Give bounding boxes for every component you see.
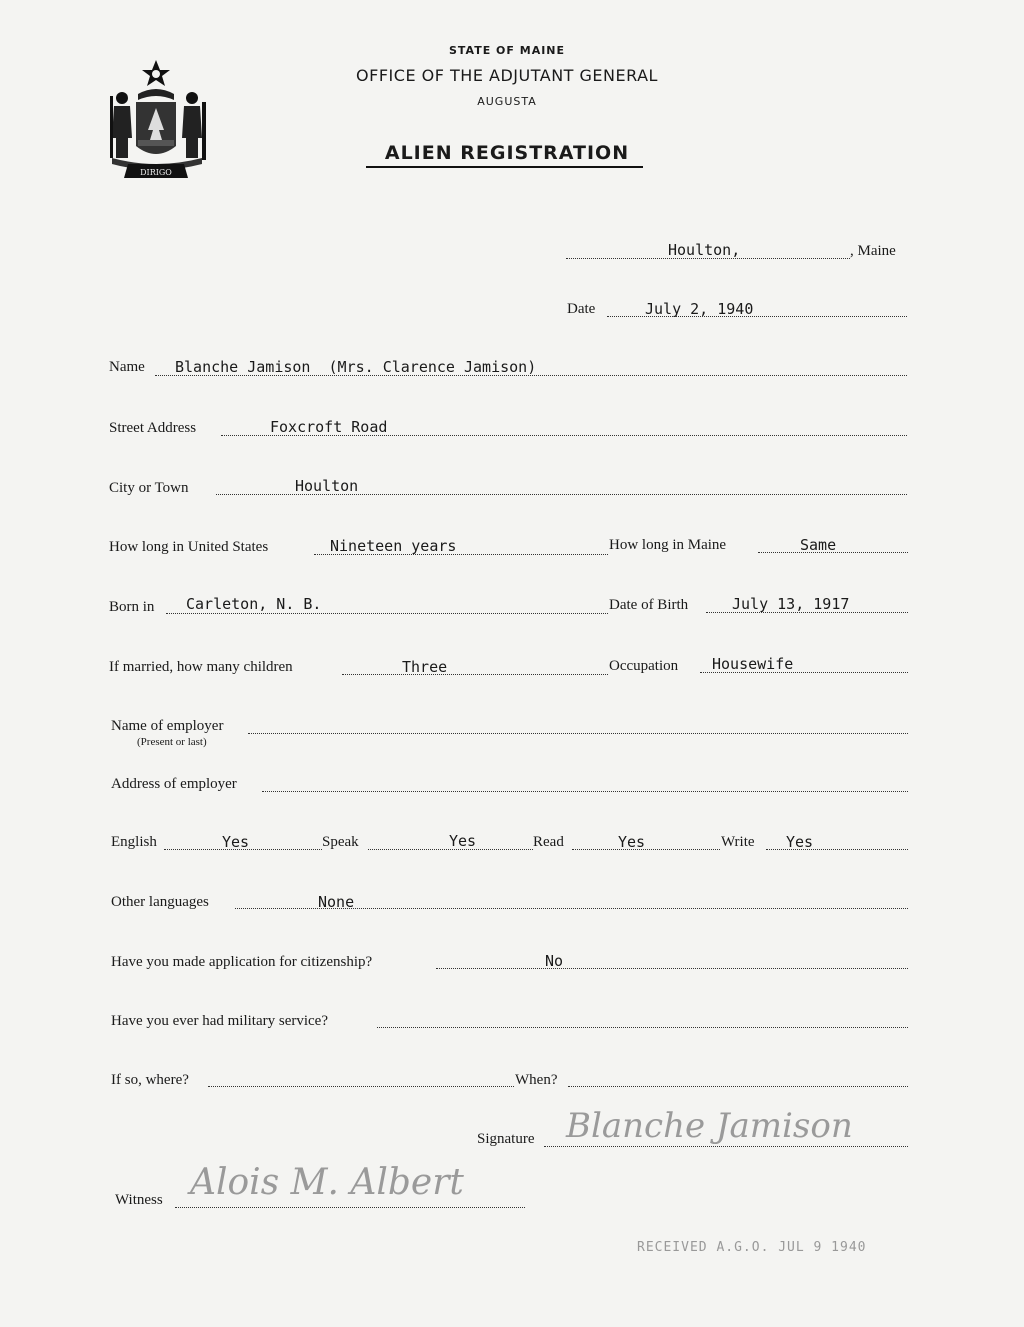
employer-label: Name of employer [111, 718, 224, 734]
us-duration-label: How long in United States [109, 539, 269, 555]
place-suffix: , Maine [850, 243, 896, 259]
maine-duration-label: How long in Maine [609, 537, 727, 553]
header-state: STATE OF MAINE [448, 44, 566, 57]
born-value[interactable]: Carleton, N. B. [186, 595, 322, 613]
read-value[interactable]: Yes [618, 833, 646, 851]
english-label: English [111, 834, 157, 850]
witness-handwriting[interactable]: Alois M. Albert [190, 1162, 464, 1203]
read-label: Read [533, 834, 564, 850]
street-label: Street Address [109, 420, 197, 436]
english-value[interactable]: Yes [222, 833, 250, 851]
date-label: Date [567, 301, 596, 317]
street-value[interactable]: Foxcroft Road [270, 418, 388, 436]
signature-handwriting[interactable]: Blanche Jamison [566, 1106, 853, 1146]
signature-label: Signature [477, 1131, 535, 1147]
employer-sublabel: (Present or last) [137, 736, 207, 748]
write-value[interactable]: Yes [786, 833, 814, 851]
born-label: Born in [109, 599, 155, 615]
city-label: City or Town [109, 480, 189, 496]
header-office: OFFICE OF THE ADJUTANT GENERAL [356, 66, 658, 85]
received-stamp: RECEIVED A.G.O. JUL 9 1940 [637, 1240, 867, 1255]
dob-value[interactable]: July 13, 1917 [732, 595, 850, 613]
military-label: Have you ever had military service? [111, 1013, 328, 1029]
header-city: AUGUSTA [477, 95, 537, 108]
citizenship-label: Have you made application for citizenship? [111, 954, 373, 970]
employer-address-label: Address of employer [111, 776, 237, 792]
children-dotted-line [342, 674, 608, 675]
speak-value[interactable]: Yes [449, 832, 477, 850]
title-underline [366, 166, 643, 168]
speak-label: Speak [322, 834, 359, 850]
date-value[interactable]: July 2, 1940 [645, 300, 754, 318]
seal-motto: DIRIGO [140, 168, 172, 177]
where-dotted-line [208, 1086, 514, 1087]
witness-label: Witness [115, 1192, 163, 1208]
place-value[interactable]: Houlton, [668, 241, 741, 259]
employer-dotted-line [248, 733, 908, 734]
when-label: When? [515, 1072, 558, 1088]
city-value[interactable]: Houlton [295, 477, 359, 495]
where-label: If so, where? [111, 1072, 189, 1088]
name-label: Name [109, 359, 145, 375]
children-value[interactable]: Three [402, 658, 448, 676]
employer-address-dotted-line [262, 791, 908, 792]
witness-dotted-line [175, 1207, 525, 1208]
citizenship-dotted-line [436, 968, 908, 969]
occupation-label: Occupation [609, 658, 679, 674]
read-dotted-line [572, 849, 720, 850]
when-dotted-line [568, 1086, 908, 1087]
write-label: Write [721, 834, 755, 850]
children-label: If married, how many children [109, 659, 293, 675]
dob-label: Date of Birth [609, 597, 689, 613]
occupation-value[interactable]: Housewife [712, 655, 794, 673]
born-dotted-line [166, 613, 608, 614]
form-title: ALIEN REGISTRATION [384, 142, 630, 164]
name-value[interactable]: Blanche Jamison (Mrs. Clarence Jamison) [175, 358, 537, 376]
us-duration-value[interactable]: Nineteen years [330, 537, 457, 555]
military-dotted-line [377, 1027, 908, 1028]
maine-duration-value[interactable]: Same [800, 536, 837, 554]
other-languages-value[interactable]: None [318, 893, 355, 911]
citizenship-value[interactable]: No [545, 952, 564, 970]
other-languages-label: Other languages [111, 894, 209, 910]
signature-dotted-line [544, 1146, 908, 1147]
